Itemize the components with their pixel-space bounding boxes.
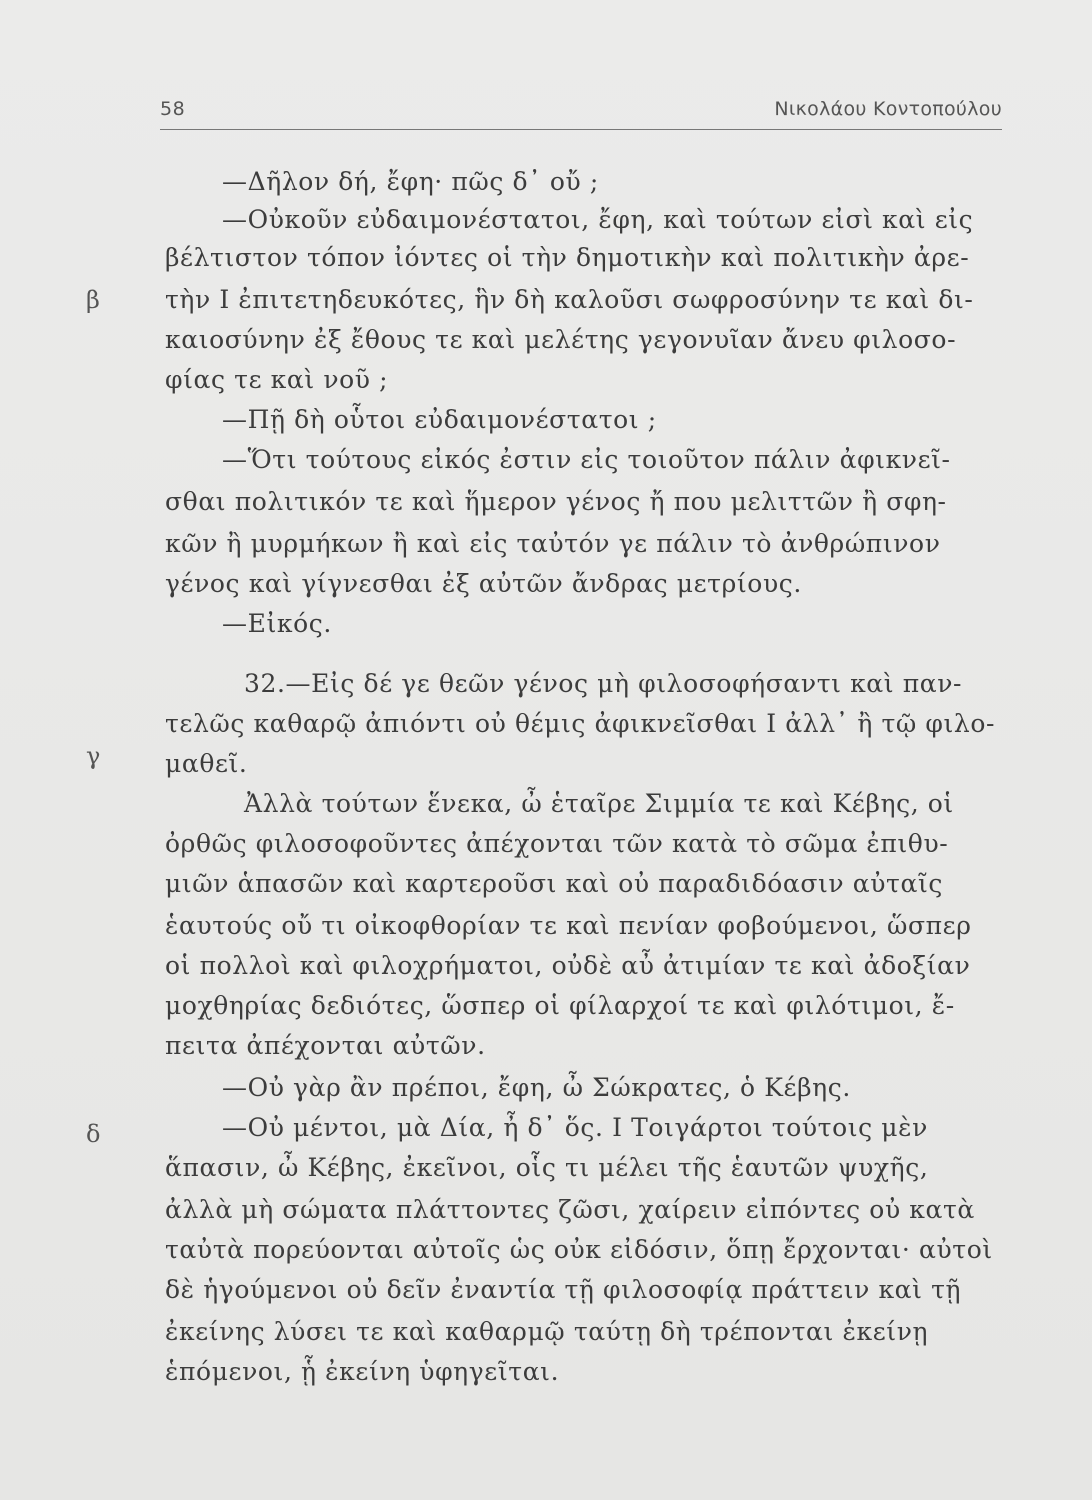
text-line-12: —Εἰκός. [222,609,332,638]
text-line-5: καιοσύνην ἐξ ἔθους τε καὶ μελέτης γεγονυῖαν ἄνευ φιλοσο- [165,325,957,354]
text-line-8: —Ὅτι τούτους εἰκός ἐστιν εἰς τοιοῦτον πάλιν ἀφικνεῖ- [222,445,951,474]
text-line-22: πειτα ἀπέχονται αὐτῶν. [165,1031,486,1060]
text-line-9: σθαι πολιτικόν τε καὶ ἥμερον γένος ἤ που μελιττῶν ἢ σφη- [165,487,947,516]
page-number: 58 [160,98,186,120]
text-line-17: ὀρθῶς φιλοσοφοῦντες ἀπέχονται τῶν κατὰ τὸ σῶμα ἐπιθυ- [165,829,949,858]
text-line-24: —Οὐ μέντοι, μὰ Δία, ἦ δ᾽ ὅς. Ι Τοιγάρτοι τούτοις μὲν [222,1113,928,1142]
text-line-10: κῶν ἢ μυρμήκων ἢ καὶ εἰς ταὐτόν γε πάλιν τὸ ἀνθρώπινον [165,529,941,558]
text-line-6: φίας τε καὶ νοῦ ; [165,365,389,394]
margin-marker-delta: δ [86,1120,101,1148]
text-line-26: ἀλλὰ μὴ σώματα πλάττοντες ζῶσι, χαίρειν εἰπόντες οὐ κατὰ [165,1195,975,1224]
text-line-27: ταὐτὰ πορεύονται αὐτοῖς ὡς οὐκ εἰδόσιν, ὅπῃ ἔρχονται· αὐτοὶ [165,1235,993,1264]
text-line-2: —Οὐκοῦν εὐδαιμονέστατοι, ἔφη, καὶ τούτων εἰσὶ καὶ εἰς [222,205,974,234]
header-rule [160,129,1002,130]
text-line-23: —Οὐ γὰρ ἂν πρέποι, ἔφη, ὦ Σώκρατες, ὁ Κέβης. [222,1073,851,1102]
text-line-18: μιῶν ἁπασῶν καὶ καρτεροῦσι καὶ οὐ παραδιδόασιν αὐταῖς [165,869,943,898]
text-line-28: δὲ ἡγούμενοι οὐ δεῖν ἐναντία τῇ φιλοσοφίᾳ πράττειν καὶ τῇ [165,1275,962,1304]
text-line-3: βέλτιστον τόπον ἰόντες οἱ τὴν δημοτικὴν καὶ πολιτικὴν ἀρε- [165,243,970,272]
margin-marker-gamma: γ [86,742,101,770]
text-line-16: Ἀλλὰ τούτων ἕνεκα, ὦ ἑταῖρε Σιμμία τε καὶ Κέβης, οἱ [244,789,954,818]
text-line-14: τελῶς καθαρῷ ἀπιόντι οὐ θέμις ἀφικνεῖσθαι Ι ἀλλ᾽ ἢ τῷ φιλο- [165,709,996,738]
text-line-25: ἅπασιν, ὦ Κέβης, ἐκεῖνοι, οἷς τι μέλει τῆς ἑαυτῶν ψυχῆς, [165,1153,929,1182]
margin-marker-beta: β [86,286,100,314]
text-line-1: —Δῆλον δή, ἔφη· πῶς δ᾽ οὔ ; [222,167,599,196]
text-line-29: ἐκείνης λύσει τε καὶ καθαρμῷ ταύτῃ δὴ τρέπονται ἐκείνῃ [165,1317,929,1346]
text-line-4: τὴν Ι ἐπιτετηδευκότες, ἣν δὴ καλοῦσι σωφροσύνην τε καὶ δι- [165,285,974,314]
running-head: Νικολάου Κοντοπούλου [774,98,1002,120]
page-header [160,98,1002,128]
text-line-15: μαθεῖ. [165,749,248,778]
text-line-19: ἑαυτούς οὔ τι οἰκοφθορίαν τε καὶ πενίαν φοβούμενοι, ὥσπερ [165,911,972,940]
text-line-13: 32.—Εἰς δέ γε θεῶν γένος μὴ φιλοσοφήσαντι καὶ παν- [244,669,963,698]
text-line-7: —Πῇ δὴ οὗτοι εὐδαιμονέστατοι ; [222,405,657,434]
text-line-11: γένος καὶ γίγνεσθαι ἐξ αὐτῶν ἄνδρας μετρίους. [165,569,802,598]
text-line-21: μοχθηρίας δεδιότες, ὥσπερ οἱ φίλαρχοί τε καὶ φιλότιμοι, ἔ- [165,991,955,1020]
text-line-30: ἑπόμενοι, ᾗ ἐκείνη ὑφηγεῖται. [165,1357,560,1386]
text-line-20: οἱ πολλοὶ καὶ φιλοχρήματοι, οὐδὲ αὖ ἀτιμίαν τε καὶ ἀδοξίαν [165,951,971,980]
